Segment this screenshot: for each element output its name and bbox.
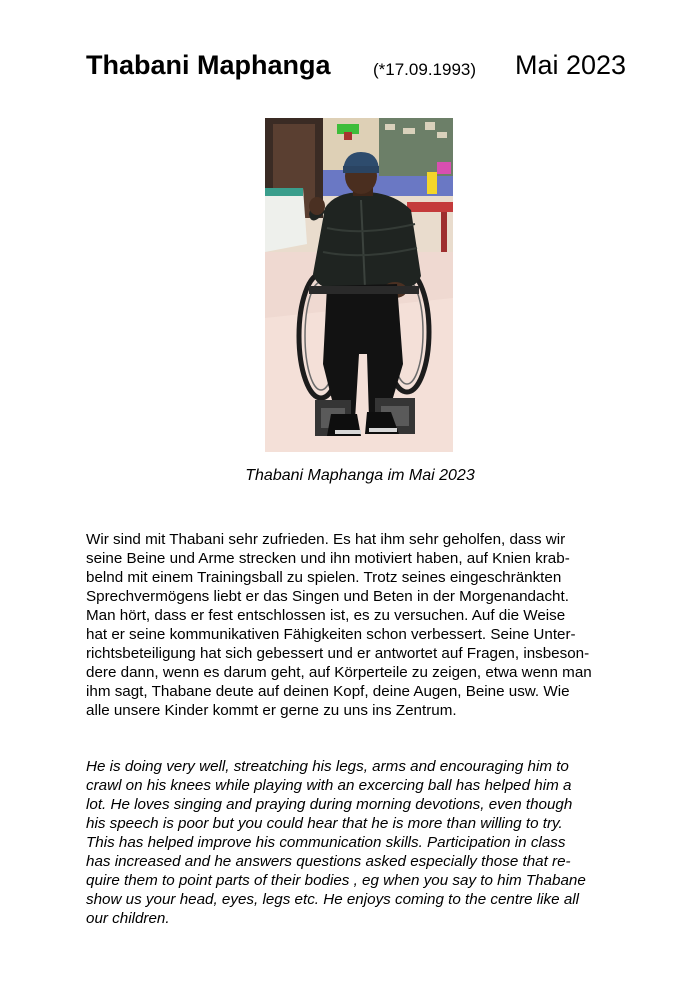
report-month: Mai 2023	[515, 50, 627, 80]
paragraph-line: dere dann, wenn es darum geht, auf Körperteile zu zeigen, etwa wenn man	[86, 664, 592, 681]
person-name: Thabani Maphanga	[86, 50, 331, 80]
paragraph-line: Man hört, dass er fest entschlossen ist, es zu versuchen. Auf die Weise	[86, 607, 566, 624]
birth-date: (*17.09.1993)	[373, 60, 477, 79]
paragraph-english	[86, 757, 646, 928]
paragraph-german	[86, 530, 646, 720]
paragraph-line: crawl on his knees while playing with an excercing ball has helped him a	[86, 777, 572, 794]
paragraph-line: This has helped improve his communication skills. Participation in class	[86, 834, 566, 851]
paragraph-line: He is doing very well, streatching his legs, arms and encouraging him to	[86, 758, 569, 775]
paragraph-line: has increased and he answers questions asked especially those that re-	[86, 853, 571, 870]
paragraph-line: Wir sind mit Thabani sehr zufrieden. Es hat ihm sehr geholfen, dass wir	[86, 531, 566, 548]
paragraph-line: alle unsere Kinder kommt er gerne zu uns ins Zentrum.	[86, 702, 457, 719]
portrait-photo	[265, 118, 453, 452]
paragraph-line: richtsbeteiligung hat sich gebessert und er antwortet auf Fragen, insbeson-	[86, 645, 590, 662]
paragraph-line: lot. He loves singing and praying during morning devotions, even though	[86, 796, 573, 813]
paragraph-line: ihm sagt, Thabane deute auf deinen Kopf, deine Augen, Beine usw. Wie	[86, 683, 570, 700]
paragraph-line: quire them to point parts of their bodies , eg when you say to him Thabane	[86, 872, 586, 889]
paragraph-line: show us your head, eyes, legs etc. He enjoys coming to the centre like all	[86, 891, 580, 908]
paragraph-line: Sprechvermögens liebt er das Singen und Beten in der Morgenandacht.	[86, 588, 569, 605]
page-header	[86, 48, 646, 88]
paragraph-line: seine Beine und Arme strecken und ihn motiviert haben, auf Knien krab-	[86, 550, 570, 567]
paragraph-line: hat er seine kommunikativen Fähigkeiten schon verbessert. Seine Unter-	[86, 626, 576, 643]
photo-caption: Thabani Maphanga im Mai 2023	[245, 467, 475, 484]
paragraph-line: his speech is poor but you could hear that he is more than willing to try.	[86, 815, 563, 832]
paragraph-line: belnd mit einem Trainingsball zu spielen. Trotz seines eingeschränkten	[86, 569, 562, 586]
paragraph-line: our children.	[86, 910, 170, 927]
